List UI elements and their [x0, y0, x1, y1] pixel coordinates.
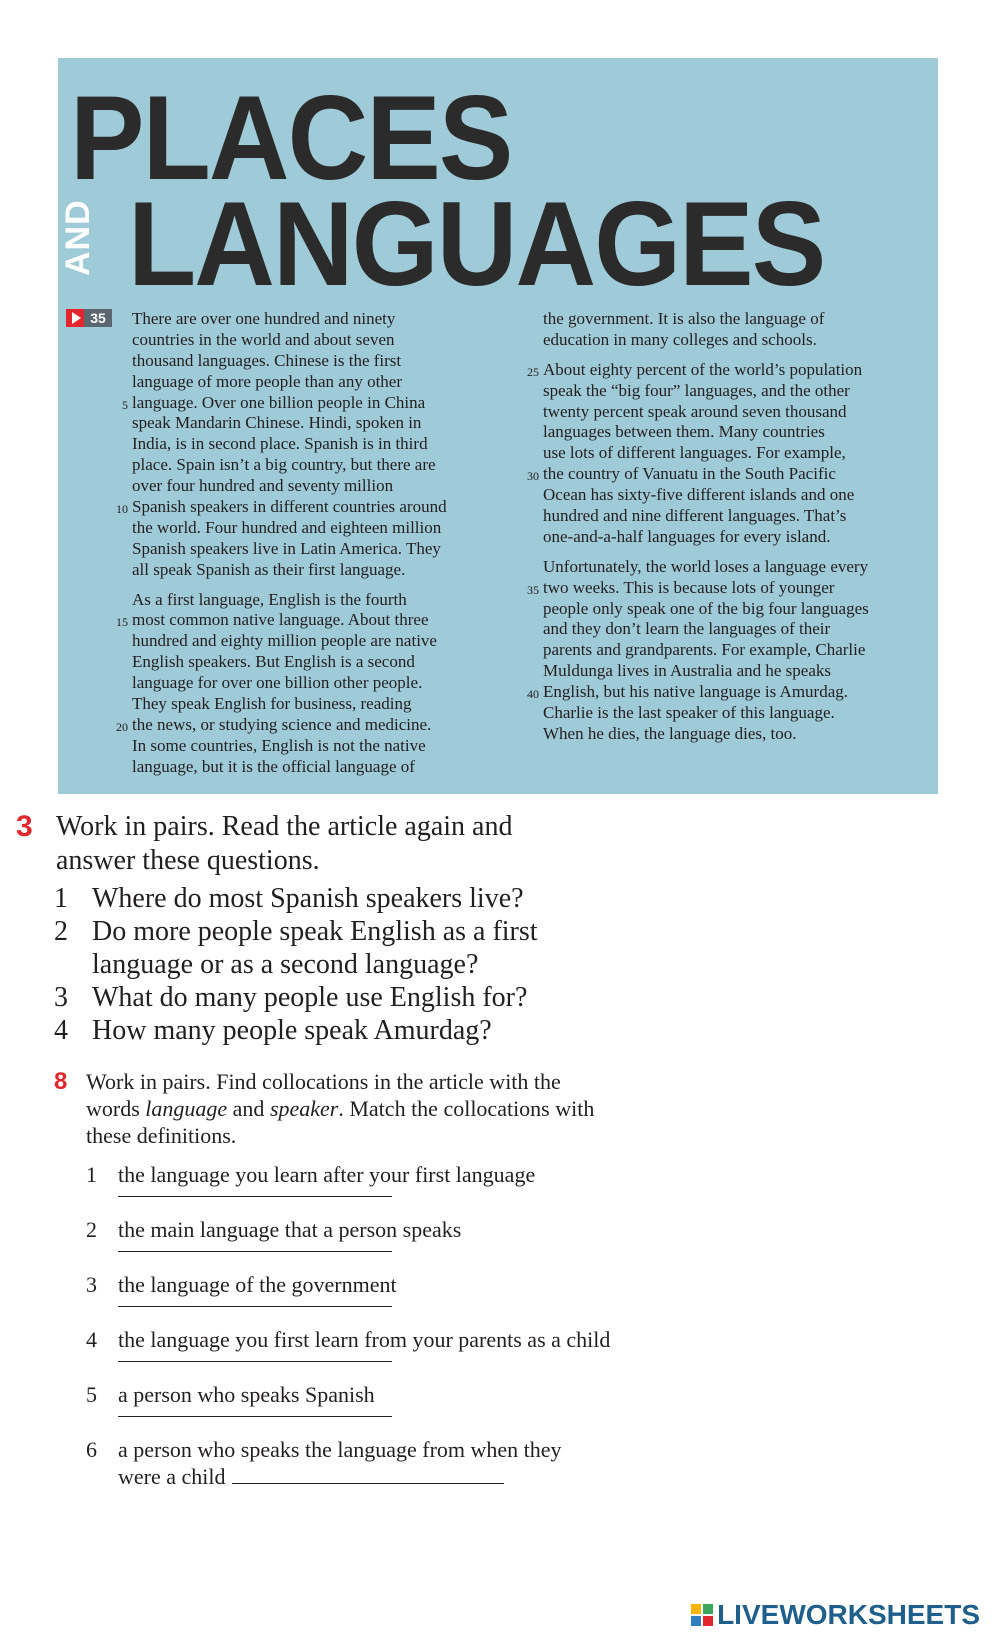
exercise-instruction [86, 1068, 646, 1149]
answer-blank[interactable] [118, 1196, 392, 1197]
article-line-text: About eighty percent of the world’s population [543, 359, 863, 379]
answer-blank[interactable] [232, 1465, 504, 1484]
article-line [527, 359, 923, 381]
article-line-text: Charlie is the last speaker of this language. [543, 703, 835, 723]
question-number: 2 [54, 916, 68, 947]
article-line [527, 682, 923, 703]
article-line [132, 757, 502, 778]
article-line [527, 577, 923, 599]
line-number: 5 [122, 397, 128, 412]
logo-square [703, 1604, 713, 1614]
line-number: 25 [527, 364, 539, 379]
article-line [132, 434, 502, 455]
definition-text: the language you learn after your first language [118, 1162, 536, 1187]
liveworksheets-logo[interactable] [691, 1599, 980, 1631]
definition-text: the language of the government [118, 1272, 397, 1297]
question-text-continued: language or as a second language? [92, 949, 479, 980]
article-line-text: two weeks. This is because lots of younger [543, 577, 835, 597]
article-line [527, 464, 923, 485]
question-text: What do many people use English for? [92, 982, 528, 1013]
article-line-text: the government. It is also the language of [543, 309, 825, 328]
article-line [543, 402, 923, 423]
article-line-text: use lots of different languages. For example, [543, 443, 846, 463]
italic-word-language: language [145, 1096, 228, 1121]
article-line [132, 560, 502, 581]
article-line [132, 652, 502, 673]
article-line [132, 590, 502, 611]
article-line-text: speak the “big four” languages, and the other [543, 380, 850, 400]
article-line-text: When he dies, the language dies, too. [543, 723, 797, 743]
article-line-text: countries in the world and about seven [132, 329, 395, 349]
article-line [132, 455, 502, 476]
definition-number: 4 [86, 1327, 97, 1352]
article-line [132, 631, 502, 652]
article-line [543, 443, 923, 464]
article-line-text: speak Mandarin Chinese. Hindi, spoken in [132, 413, 422, 433]
article-line-text: place. Spain isn’t a big country, but there are [132, 455, 436, 475]
article-line-text: Spanish speakers live in Latin America. They [132, 538, 441, 558]
article-line [543, 330, 923, 351]
article-line [543, 619, 923, 640]
instruction-line: words language and speaker. Match the collocations with [86, 1096, 595, 1121]
article-line-text: language for over one billion other people. [132, 673, 423, 693]
definition-text: the language you first learn from your parents as a child [118, 1327, 611, 1352]
article-line-text: language of more people than any other [132, 371, 403, 391]
article-line-text: most common native language. About three [132, 610, 429, 630]
line-number: 30 [527, 469, 539, 484]
answer-blank[interactable] [118, 1306, 392, 1307]
instruction-line: these definitions. [86, 1123, 237, 1148]
article-line [132, 518, 502, 539]
article-line [132, 413, 502, 434]
article-line [132, 736, 502, 757]
question-text: Do more people speak English as a first [92, 916, 538, 947]
article-line [132, 330, 502, 351]
article-line [116, 610, 502, 631]
instruction-line: Work in pairs. Read the article again and [56, 811, 513, 842]
instruction-line: answer these questions. [56, 845, 320, 876]
article-line-text: over four hundred and seventy million [132, 476, 394, 496]
article-line-text: They speak English for business, reading [132, 694, 412, 714]
definition-number: 3 [86, 1272, 97, 1297]
article-line-text: Muldunga lives in Australia and he speaks [543, 661, 832, 681]
article-line [543, 557, 923, 578]
article-line-text: people only speak one of the big four languages [543, 598, 869, 618]
answer-blank[interactable] [118, 1361, 392, 1362]
answer-blank[interactable] [118, 1416, 392, 1417]
article-line-text: English, but his native language is Amurdag. [543, 682, 849, 702]
line-number: 15 [116, 615, 128, 630]
article-line-text: There are over one hundred and ninety [132, 309, 396, 328]
article-line-text: As a first language, English is the fourth [132, 589, 407, 609]
article-panel [58, 58, 938, 794]
answer-blank[interactable] [118, 1251, 392, 1252]
article-line [543, 309, 923, 330]
article-line-text: education in many colleges and schools. [543, 329, 817, 349]
article-line-text: Unfortunately, the world loses a language every [543, 556, 869, 576]
article-line [132, 351, 502, 372]
article-line [132, 476, 502, 497]
article-line-text: the country of Vanuatu in the South Pacific [543, 464, 836, 484]
paragraph-gap [132, 581, 502, 590]
question-text: How many people speak Amurdag? [92, 1015, 492, 1046]
article-line-text: Ocean has sixty-five different islands and one [543, 485, 855, 505]
definition-text-line: were a child [118, 1464, 226, 1489]
instruction-line: Work in pairs. Find collocations in the article with the [86, 1069, 561, 1094]
article-line [543, 599, 923, 620]
article-line-text: language. Over one billion people in China [132, 392, 426, 412]
article-line-text: India, is in second place. Spanish is in third [132, 434, 428, 454]
logo-square [691, 1604, 701, 1614]
definition-number: 2 [86, 1217, 97, 1242]
article-line-text: and they don’t learn the languages of their [543, 619, 831, 639]
article-line-text: twenty percent speak around seven thousand [543, 401, 847, 421]
line-number: 10 [116, 502, 128, 517]
play-icon [66, 309, 84, 327]
logo-square [691, 1616, 701, 1626]
title-places: PLACES [70, 71, 512, 205]
article-line [543, 422, 923, 443]
definition-text: the main language that a person speaks [118, 1217, 462, 1242]
article-line [132, 309, 502, 330]
article-line-text: hundred and nine different languages. That’s [543, 506, 847, 526]
audio-track-badge[interactable] [66, 309, 114, 327]
article-line-text: one-and-a-half languages for every island. [543, 526, 831, 546]
definition-text-continued [118, 1463, 504, 1490]
title-languages: LANGUAGES [128, 177, 825, 311]
logo-mark-icon [691, 1604, 713, 1626]
line-number: 40 [527, 687, 539, 702]
logo-text: LIVEWORKSHEETS [717, 1599, 980, 1630]
logo-square [703, 1616, 713, 1626]
definition-number: 5 [86, 1382, 97, 1407]
article-line-text: all speak Spanish as their first language. [132, 559, 406, 579]
definition-number: 6 [86, 1437, 97, 1462]
article-line [132, 694, 502, 715]
track-number: 35 [84, 309, 112, 327]
italic-word-speaker: speaker [269, 1096, 339, 1121]
definition-number: 1 [86, 1162, 97, 1187]
question-number: 3 [54, 982, 68, 1013]
article-line [543, 640, 923, 661]
article-line [116, 714, 502, 736]
article-line-text: the world. Four hundred and eighteen million [132, 517, 442, 537]
definition-text: a person who speaks Spanish [118, 1382, 375, 1407]
exercise-instruction [56, 810, 656, 878]
article-line [543, 381, 923, 402]
question-number: 1 [54, 883, 68, 914]
article-line-text: English speakers. But English is a second [132, 652, 415, 672]
article-line-text: parents and grandparents. For example, Charlie [543, 640, 866, 660]
article-line [543, 506, 923, 527]
article-line [543, 661, 923, 682]
exercise-number: 3 [16, 810, 33, 843]
exercise-8 [0, 1068, 1000, 1508]
question-number: 4 [54, 1015, 68, 1046]
article-line [132, 372, 502, 393]
title-and: AND [59, 199, 97, 276]
article-line-text: hundred and eighty million people are native [132, 631, 437, 651]
article-line [543, 485, 923, 506]
article-line-text: the news, or studying science and medicine. [132, 714, 432, 734]
article-line [122, 392, 502, 414]
line-number: 35 [527, 582, 539, 597]
article-line-text: thousand languages. Chinese is the first [132, 350, 402, 370]
paragraph-gap [543, 548, 923, 557]
article-line [132, 539, 502, 560]
article-line [543, 703, 923, 724]
article-line [543, 527, 923, 548]
article-line [132, 673, 502, 694]
article-line-text: Spanish speakers in different countries around [132, 497, 447, 517]
question-text: Where do most Spanish speakers live? [92, 883, 524, 914]
article-column-left [116, 309, 502, 778]
article-line-text: languages between them. Many countries [543, 422, 825, 442]
article-line [543, 724, 923, 745]
article-line-text: language, but it is the official language of [132, 756, 415, 776]
article-column-right [527, 309, 923, 745]
line-number: 20 [116, 719, 128, 734]
exercise-number: 8 [54, 1068, 68, 1095]
article-line-text: In some countries, English is not the native [132, 735, 426, 755]
paragraph-gap [543, 351, 923, 360]
definition-text: a person who speaks the language from when they [118, 1437, 562, 1462]
article-line [116, 497, 502, 518]
